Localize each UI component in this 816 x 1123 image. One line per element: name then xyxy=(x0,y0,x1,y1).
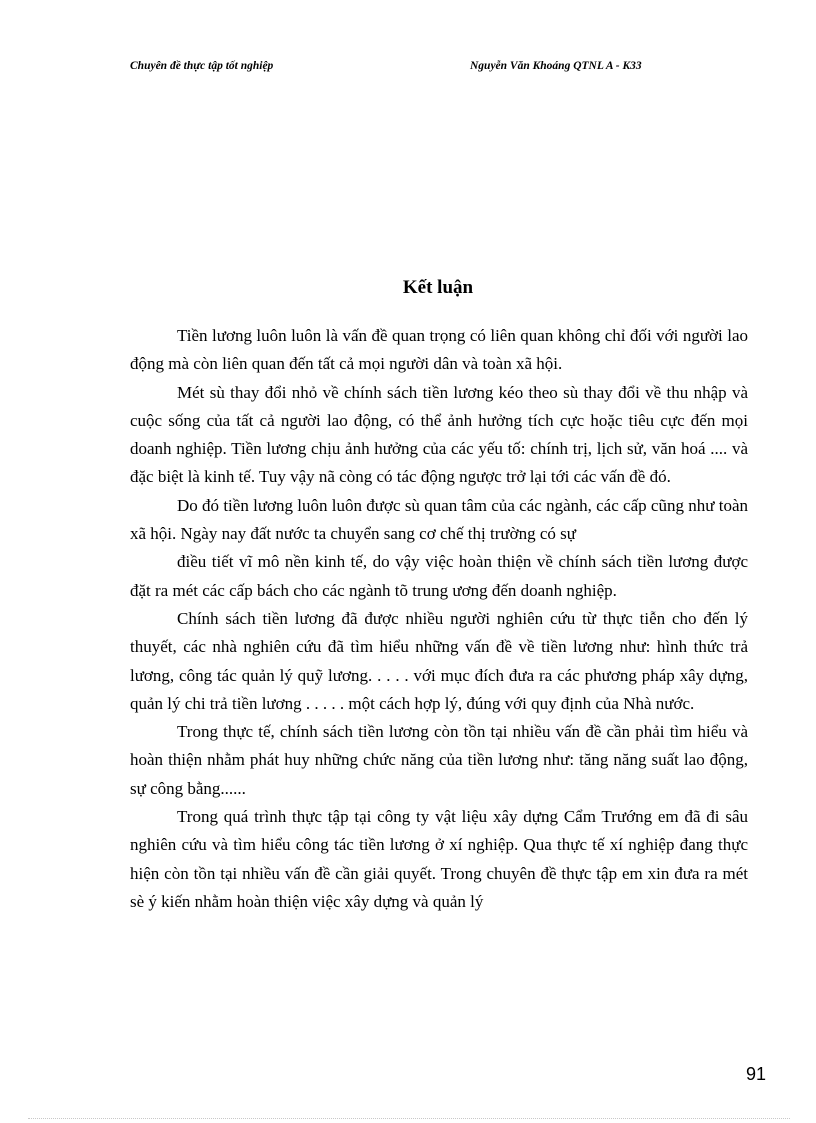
paragraph: Tiền lương luôn luôn là vấn đề quan trọng có liên quan không chỉ đối với người lao động mà còn liên quan đến tất cả mọi người dân và toàn xã hội. xyxy=(130,326,748,374)
paragraph: Mét sù thay đổi nhỏ về chính sách tiền lương kéo theo sù thay đổi về thu nhập và cuộc sống của tất cả người lao động, có thể ảnh hưởng tích cực hoặc tiêu cực đến mọi doanh nghiệp. Tiền lương chịu ảnh hưởng của các yếu tố: chính trị, lịch sử, văn hoá .... và đặc biệt là kinh tế. Tuy vậy nã còng có tác động ngược trở lại tới các vấn đề đó. xyxy=(130,382,748,487)
paragraph: Do đó tiền lương luôn luôn được sù quan tâm của các ngành, các cấp cũng như toàn xã hội. Ngày nay đất nước ta chuyển sang cơ chế thị trường có sự xyxy=(130,495,748,544)
paragraph: điều tiết vĩ mô nền kinh tế, do vậy việc hoàn thiện về chính sách tiền lương được đặt ra mét các cấp bách cho các ngành tõ trung ương đến doanh nghiệp. xyxy=(130,552,748,600)
header-document-title: Chuyên đề thực tập tốt nghiệp xyxy=(130,60,274,72)
paragraph: Chính sách tiền lương đã được nhiều người nghiên cứu từ thực tiễn cho đến lý thuyết, các nhà nghiên cứu đã tìm hiểu những vấn đề về tiền lương như: hình thức trả lương, công tác quản lý quỹ lương. . . . . với mục đích đưa ra các phương pháp xây dựng, quản lý chi trả tiền lương . . . . . một cách hợp lý, đúng với quy định của Nhà nước. xyxy=(130,608,748,713)
footer-divider xyxy=(28,1118,790,1119)
paragraph: Trong thực tế, chính sách tiền lương còn tồn tại nhiều vấn đề cần phải tìm hiểu và hoàn thiện nhằm phát huy những chức năng của tiền lương như: tăng năng suất lao động, sự công bằng...... xyxy=(130,722,748,798)
header-author: Nguyễn Văn Khoáng QTNL A - K33 xyxy=(470,60,642,72)
paragraph: Trong quá trình thực tập tại công ty vật liệu xây dựng Cẩm Trướng em đã đi sâu nghiên cứu và tìm hiểu công tác tiền lương ở xí nghiệp. Qua thực tế xí nghiệp đang thực hiện còn tồn tại nhiều vấn đề cần giải quyết. Trong chuyên đề thực tập em xin đưa ra mét sè ý kiến nhằm hoàn thiện việc xây dựng và quản lý xyxy=(130,807,748,911)
section-title: Kết luận xyxy=(402,277,474,298)
page-number: 91 xyxy=(746,1064,767,1084)
body-text xyxy=(130,322,748,916)
